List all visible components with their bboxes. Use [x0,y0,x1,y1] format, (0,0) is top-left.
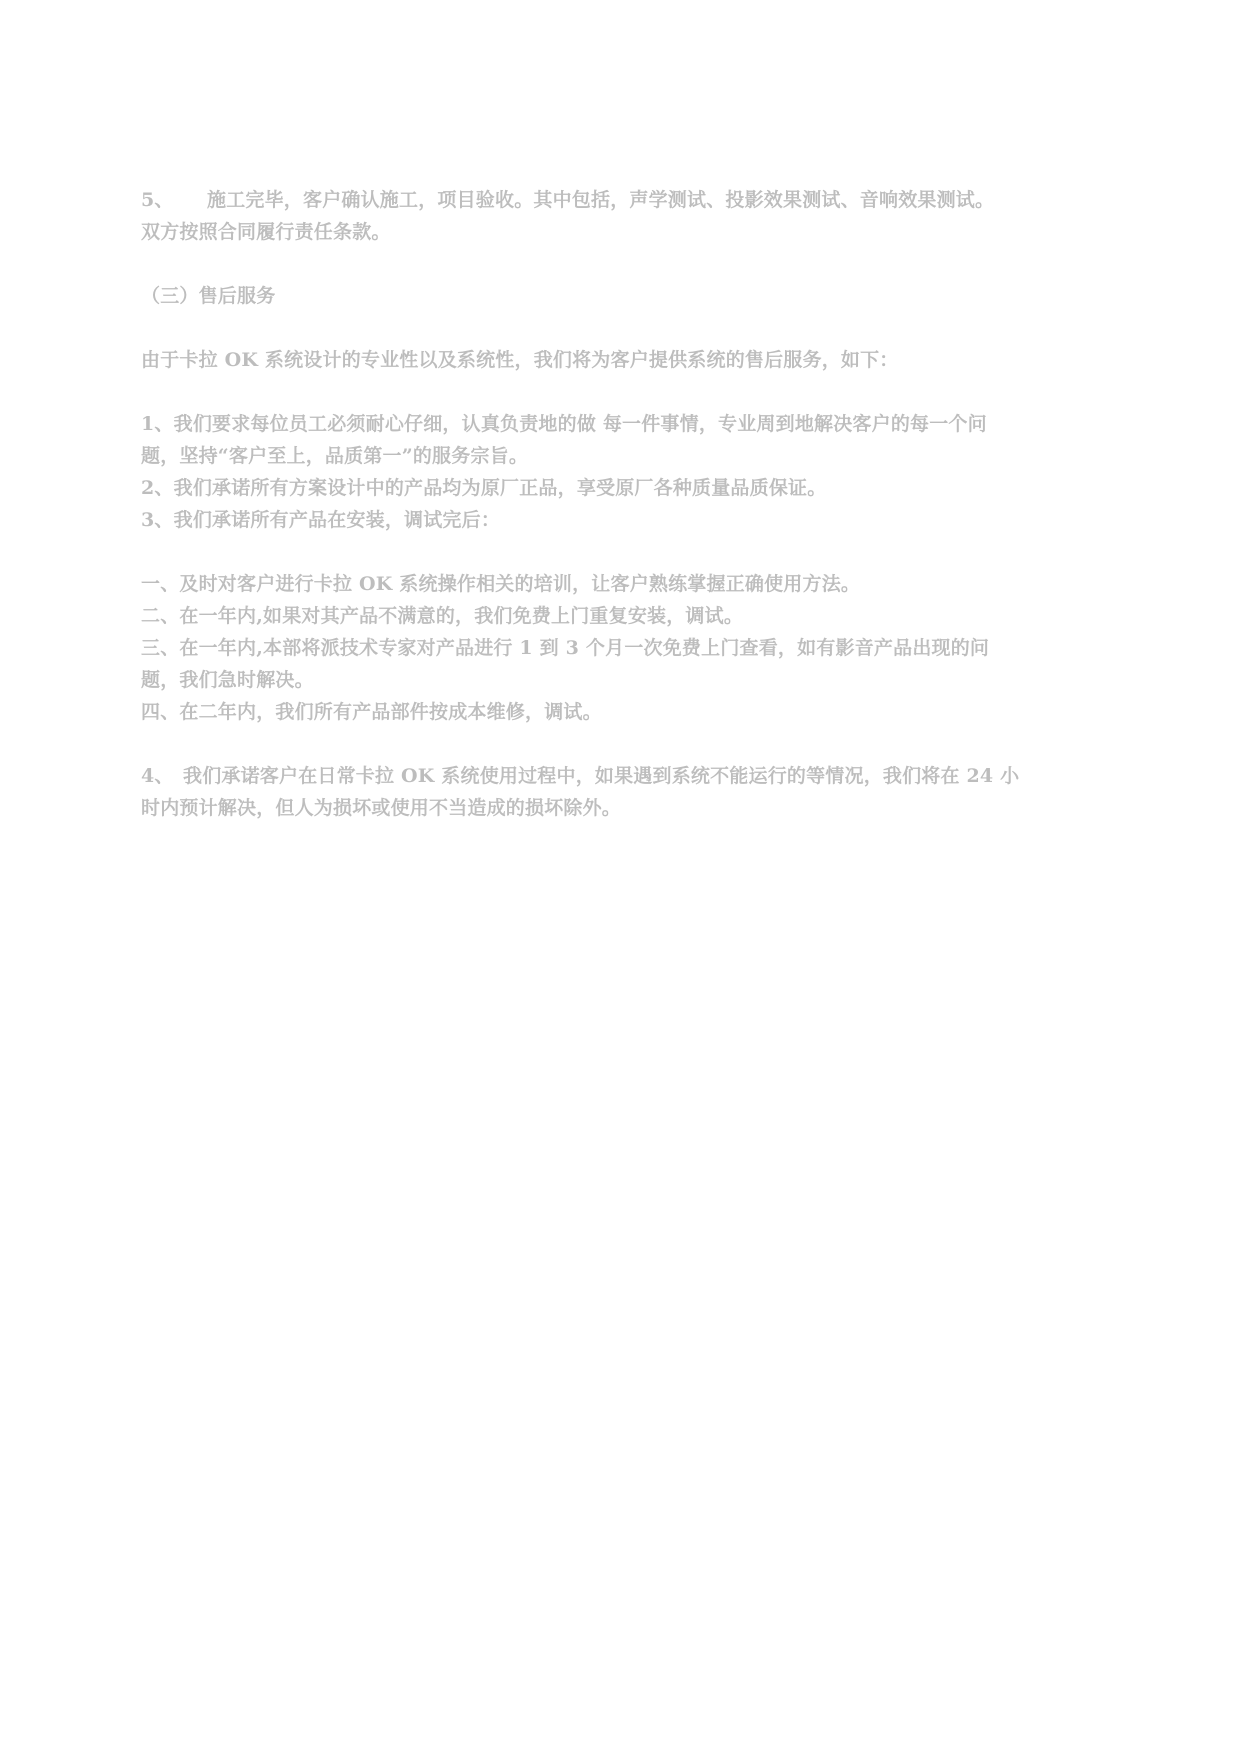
item-5-number: 5、 [141,189,174,211]
point-4-text: 我们承诺客户在日常卡拉 OK 系统使用过程中，如果遇到系统不能运行的等情况，我们将在 24 小 [183,765,1020,787]
commitment-1: 一、及时对客户进行卡拉 OK 系统操作相关的培训，让客户熟练掌握正确使用方法。 [141,573,861,595]
point-2: 2、我们承诺所有方案设计中的产品均为原厂正品，享受原厂各种质量品质保证。 [141,477,827,499]
intro-paragraph: 由于卡拉 OK 系统设计的专业性以及系统性，我们将为客户提供系统的售后服务，如下： [141,349,899,371]
commitment-3-line-2: 题，我们急时解决。 [141,669,314,691]
point-3: 3、我们承诺所有产品在安装，调试完后： [141,509,501,531]
item-5-line-1 [141,184,1101,216]
section-heading: （三）售后服务 [141,285,276,307]
commitment-3-line-1: 三、在一年内,本部将派技术专家对产品进行 1 到 3 个月一次免费上门查看，如有影音产品出现的问 [141,637,990,659]
point-4-line-1 [141,760,1101,792]
item-5-line-2: 双方按照合同履行责任条款。 [141,221,391,243]
point-4-number: 4、 [141,765,174,787]
point-1-line-2: 题，坚持“客户至上，品质第一”的服务宗旨。 [141,445,529,467]
point-4-line-2: 时内预计解决，但人为损坏或使用不当造成的损坏除外。 [141,797,622,819]
item-5-text: 施工完毕，客户确认施工，项目验收。其中包括，声学测试、投影效果测试、音响效果测试。 [207,189,995,211]
point-1-line-1: 1、我们要求每位员工必须耐心仔细，认真负责地的做 每一件事情，专业周到地解决客户的每一个问 [141,413,987,435]
commitment-2: 二、在一年内,如果对其产品不满意的，我们免费上门重复安装，调试。 [141,605,744,627]
commitment-4: 四、在二年内，我们所有产品部件按成本维修，调试。 [141,701,602,723]
